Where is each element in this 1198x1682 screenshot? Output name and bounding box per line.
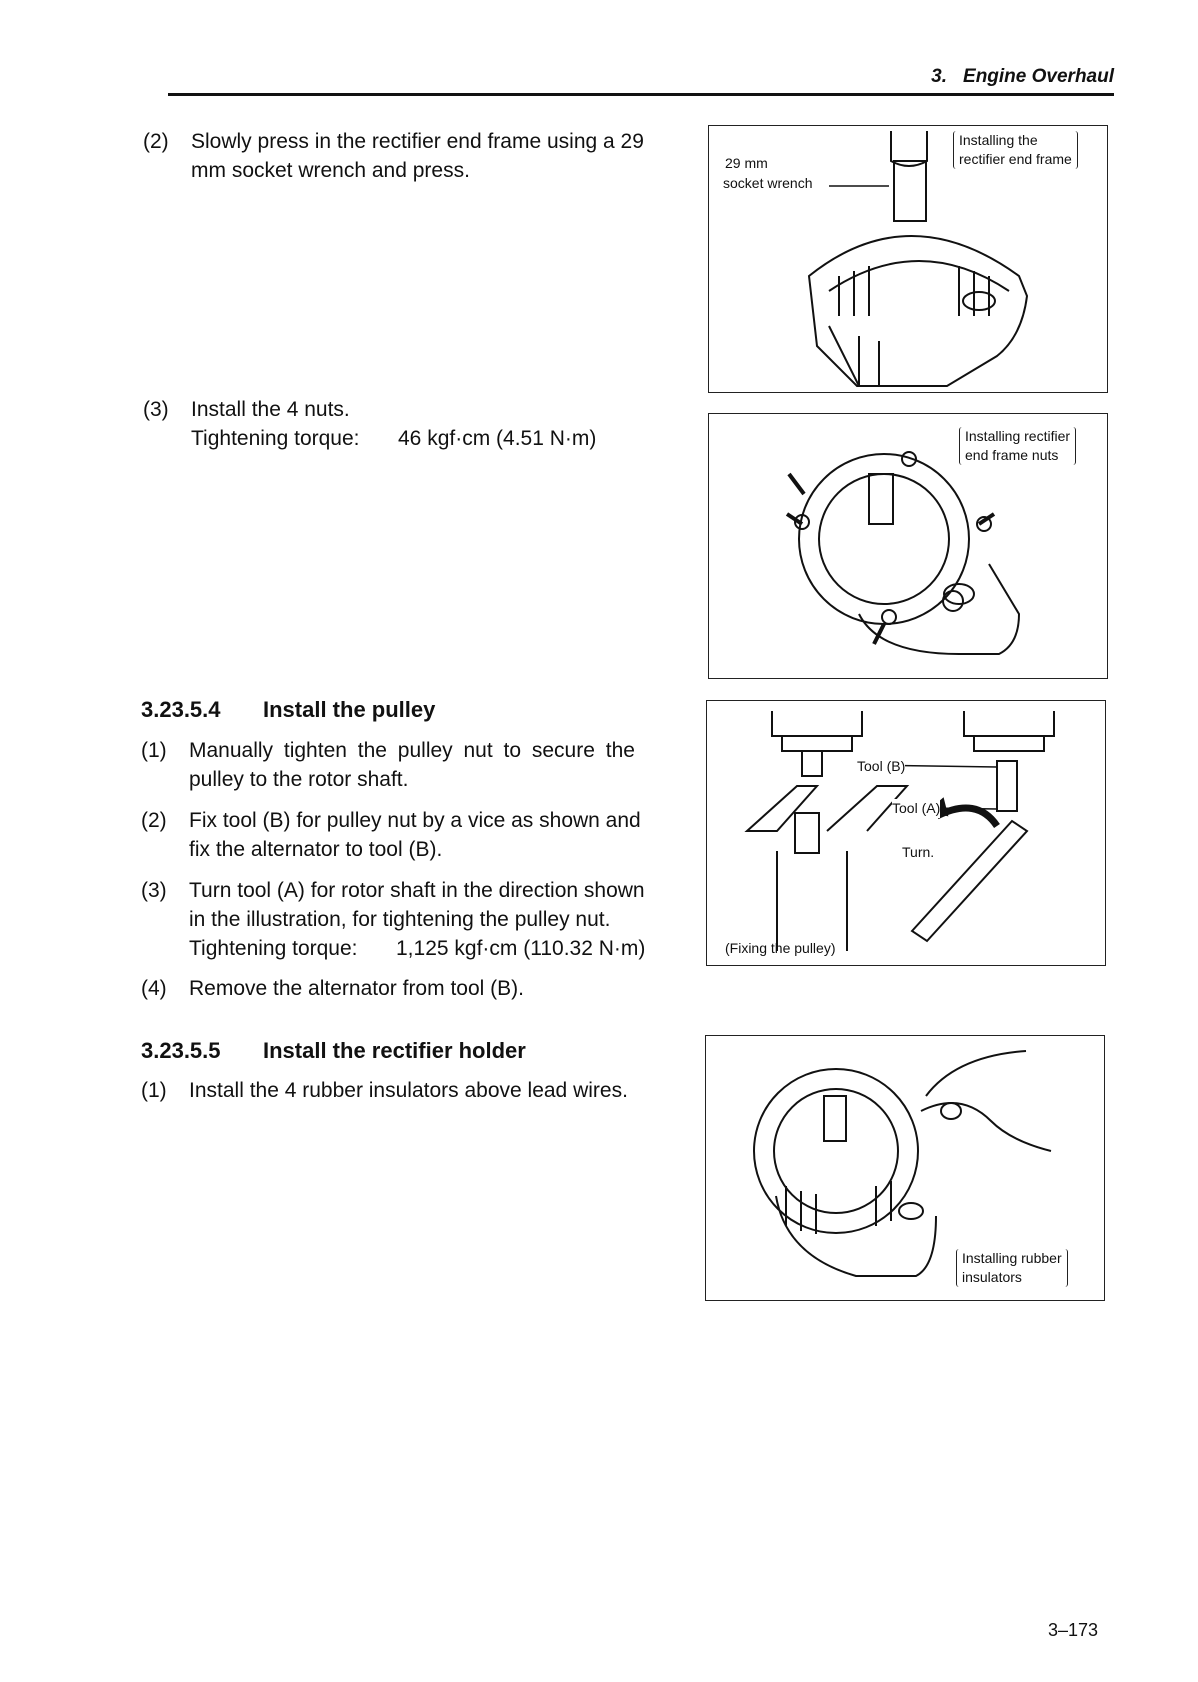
step-text: Fix tool (B) for pulley nut by a vice as shown and — [189, 809, 641, 832]
caption-line: end frame nuts — [965, 447, 1059, 463]
caption-line: Installing rectifier — [965, 428, 1071, 444]
step-text: pulley to the rotor shaft. — [189, 768, 409, 791]
figure-install-nuts — [708, 413, 1108, 679]
step-number: (1) — [141, 739, 167, 762]
section-title: Engine Overhaul — [963, 66, 1114, 87]
caption-line: Installing rubber — [962, 1250, 1062, 1266]
figure-rubber-insulators — [705, 1035, 1105, 1301]
torque-value: 46 kgf·cm (4.51 N·m) — [398, 427, 597, 450]
step-text: Turn tool (A) for rotor shaft in the direction shown — [189, 879, 645, 902]
step-number: (3) — [141, 879, 167, 902]
section-number: 3.23.5.4 — [141, 697, 221, 722]
figure-caption — [956, 1249, 1068, 1287]
section-number: 3. — [931, 66, 948, 87]
step-text: fix the alternator to tool (B). — [189, 838, 443, 861]
step-text: Remove the alternator from tool (B). — [189, 977, 524, 1000]
figure-install-end-frame — [708, 125, 1108, 393]
figure-caption — [953, 131, 1078, 169]
step-number: (1) — [141, 1079, 167, 1102]
page-number: 3–173 — [1048, 1620, 1099, 1640]
step-number: (3) — [143, 398, 169, 421]
section-number: 3.23.5.5 — [141, 1038, 221, 1063]
step-text: Manually tighten the pulley nut to secure the — [189, 739, 635, 762]
figure-label: socket wrench — [723, 175, 813, 191]
step-number: (2) — [141, 809, 167, 832]
step-2-press — [143, 127, 683, 187]
section-heading-pulley — [141, 697, 435, 723]
running-header — [931, 66, 1114, 88]
torque-value: 1,125 kgf·cm (110.32 N·m) — [396, 937, 646, 960]
holder-steps — [141, 1076, 701, 1106]
step-text: mm socket wrench and press. — [191, 159, 470, 182]
pulley-tool-illustration — [707, 701, 1105, 965]
figure-label: Turn. — [902, 844, 935, 860]
header-rule — [168, 93, 1114, 96]
step-text: in the illustration, for tightening the pulley nut. — [189, 908, 611, 931]
section-title: Install the rectifier holder — [263, 1038, 526, 1063]
torque-label: Tightening torque: — [191, 427, 360, 450]
step-text: Install the 4 rubber insulators above lead wires. — [189, 1079, 628, 1102]
pulley-steps — [141, 736, 701, 1026]
torque-label: Tightening torque: — [189, 937, 358, 960]
figure-caption: (Fixing the pulley) — [725, 940, 836, 956]
caption-line: Installing the — [959, 132, 1038, 148]
caption-line: insulators — [962, 1269, 1022, 1285]
step-text: Install the 4 nuts. — [191, 398, 350, 421]
section-heading-rectifier-holder — [141, 1038, 526, 1064]
step-text: Slowly press in the rectifier end frame using a 29 — [191, 130, 644, 153]
figure-caption — [959, 427, 1076, 465]
section-title: Install the pulley — [263, 697, 436, 722]
step-number: (4) — [141, 977, 167, 1000]
figure-label: Tool (A) — [892, 800, 941, 816]
figure-fixing-pulley — [706, 700, 1106, 966]
caption-line: rectifier end frame — [959, 151, 1072, 167]
step-3-install-nuts — [143, 395, 683, 455]
figure-label: 29 mm — [725, 155, 768, 171]
step-number: (2) — [143, 130, 169, 153]
figure-label: Tool (B) — [857, 758, 906, 774]
